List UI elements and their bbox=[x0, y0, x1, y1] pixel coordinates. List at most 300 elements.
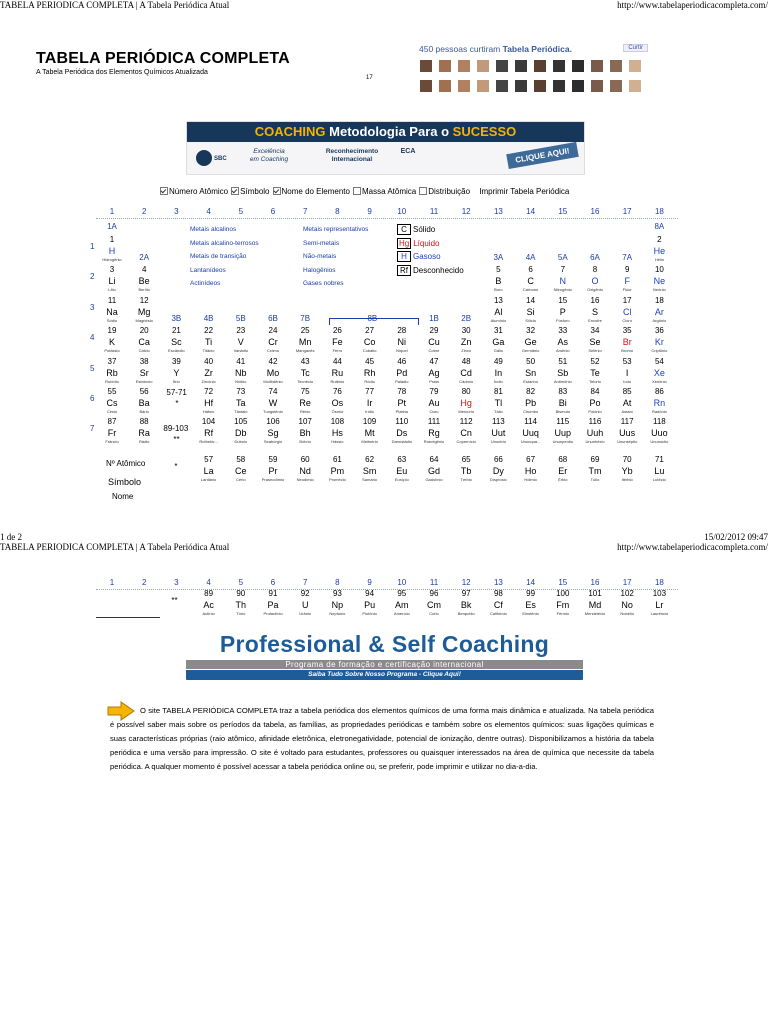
group-header: 10 bbox=[397, 207, 407, 216]
element-au[interactable] bbox=[418, 387, 450, 415]
facebook-fan-avatar[interactable] bbox=[610, 80, 622, 92]
facebook-fan-avatar[interactable] bbox=[477, 80, 489, 92]
facebook-fan-avatar[interactable] bbox=[591, 80, 603, 92]
professional-coaching-banner[interactable] bbox=[186, 628, 583, 680]
element-symbol: Uuh bbox=[586, 428, 604, 439]
element-name: Cério bbox=[236, 477, 246, 482]
element-name: Ródio bbox=[364, 378, 375, 384]
element-cs[interactable] bbox=[96, 387, 128, 415]
element-he[interactable] bbox=[643, 235, 675, 263]
element-lr[interactable] bbox=[643, 589, 675, 617]
element-at[interactable] bbox=[611, 387, 643, 415]
atomic-number: 17 bbox=[622, 295, 632, 305]
element-pr[interactable] bbox=[257, 455, 289, 483]
element-h[interactable] bbox=[96, 235, 128, 263]
atomic-number: 29 bbox=[429, 326, 439, 336]
element-te[interactable] bbox=[579, 357, 611, 385]
facebook-fan-avatar[interactable] bbox=[439, 80, 451, 92]
atomic-number: 19 bbox=[107, 326, 117, 336]
element-symbol: Rn bbox=[653, 398, 666, 408]
element-symbol: Uup bbox=[554, 428, 572, 439]
element-nb[interactable] bbox=[225, 357, 257, 385]
category-right-3[interactable]: Halogênios bbox=[303, 266, 336, 274]
element-symbol: Es bbox=[525, 600, 536, 610]
element-zn[interactable] bbox=[450, 326, 482, 354]
element-symbol: U bbox=[301, 600, 309, 610]
element-name: Vanádio bbox=[233, 348, 248, 354]
option-label: Símbolo bbox=[240, 187, 270, 196]
category-right-4[interactable]: Gases nobres bbox=[303, 280, 344, 288]
element-ca[interactable] bbox=[128, 326, 160, 354]
facebook-fan-avatar[interactable] bbox=[477, 60, 489, 72]
facebook-fan-avatar[interactable] bbox=[553, 80, 565, 92]
element-o[interactable] bbox=[579, 265, 611, 293]
element-ta[interactable] bbox=[225, 387, 257, 415]
element-symbol: Ag bbox=[428, 367, 440, 378]
group-header: 11 bbox=[429, 578, 439, 587]
element-name: Antimônio bbox=[553, 378, 572, 384]
option-0[interactable] bbox=[160, 187, 228, 196]
banner-item-recognition: Reconhecimento Internacional bbox=[325, 148, 379, 163]
atomic-number: 33 bbox=[558, 326, 568, 336]
element-name: Ununtrio bbox=[490, 439, 506, 445]
atomic-number: 30 bbox=[461, 326, 471, 336]
element-y[interactable] bbox=[160, 357, 192, 385]
element-name: Platina bbox=[395, 409, 408, 414]
element-re[interactable] bbox=[289, 387, 321, 415]
element-symbol: Cf bbox=[493, 600, 503, 610]
element-dy[interactable] bbox=[482, 455, 514, 483]
element-am[interactable] bbox=[386, 589, 418, 617]
facebook-like-button[interactable]: Curtir bbox=[623, 44, 648, 52]
element-ne[interactable] bbox=[643, 265, 675, 293]
element-tl[interactable] bbox=[482, 387, 514, 415]
atomic-number: 1 bbox=[109, 235, 115, 244]
facebook-fan-avatar[interactable] bbox=[496, 60, 508, 72]
element-symbol: Ho bbox=[524, 466, 537, 476]
facebook-fan-avatar[interactable] bbox=[534, 80, 546, 92]
atomic-number: 4 bbox=[141, 265, 147, 275]
element-sg[interactable] bbox=[257, 417, 289, 445]
group-header: 8 bbox=[335, 207, 340, 216]
group-header: 13 bbox=[493, 207, 503, 216]
element-symbol: I bbox=[625, 367, 629, 378]
facebook-fan-avatar[interactable] bbox=[591, 60, 603, 72]
element-pd[interactable] bbox=[386, 357, 418, 385]
atomic-number: 105 bbox=[234, 417, 248, 427]
element-w[interactable] bbox=[257, 387, 289, 415]
element-symbol: Kr bbox=[654, 337, 664, 348]
element-na[interactable] bbox=[96, 296, 128, 324]
element-ti[interactable] bbox=[193, 326, 225, 354]
element-bh[interactable] bbox=[289, 417, 321, 445]
group-header: 10 bbox=[397, 578, 407, 587]
category-1[interactable]: Metais alcalino-terrosos bbox=[190, 239, 259, 247]
print-footer-page-count: 1 de 2 bbox=[0, 532, 22, 542]
element-pm[interactable] bbox=[321, 455, 353, 483]
element-ce[interactable] bbox=[225, 455, 257, 483]
element-lu[interactable] bbox=[643, 455, 675, 483]
element-name: Enxofre bbox=[588, 317, 602, 323]
atomic-number: 20 bbox=[139, 326, 149, 336]
option-checkbox[interactable] bbox=[160, 187, 168, 195]
facebook-fan-avatar[interactable] bbox=[572, 80, 584, 92]
element-rh[interactable] bbox=[354, 357, 386, 385]
category-2[interactable]: Metais de transição bbox=[190, 253, 247, 261]
element-ho[interactable] bbox=[515, 455, 547, 483]
element-v[interactable] bbox=[225, 326, 257, 354]
category-3[interactable]: Lantanídeos bbox=[190, 266, 226, 274]
element-ge[interactable] bbox=[515, 326, 547, 354]
element-p[interactable] bbox=[547, 296, 579, 324]
element-os[interactable] bbox=[321, 387, 353, 415]
option-3[interactable] bbox=[353, 187, 416, 196]
atomic-number: 66 bbox=[493, 455, 503, 464]
atomic-number: 59 bbox=[268, 455, 278, 464]
atomic-number: 104 bbox=[201, 417, 216, 427]
period-label: 5 bbox=[90, 363, 95, 373]
category-right-0[interactable]: Metais representativos bbox=[303, 226, 369, 233]
element-co[interactable] bbox=[354, 326, 386, 354]
element-symbol: Cs bbox=[106, 398, 118, 408]
lanthanide-star: * bbox=[175, 399, 179, 408]
element-tm[interactable] bbox=[579, 455, 611, 483]
element-rb[interactable] bbox=[96, 357, 128, 385]
element-bi[interactable] bbox=[547, 387, 579, 415]
element-eu[interactable] bbox=[386, 455, 418, 483]
facebook-fan-avatar[interactable] bbox=[420, 60, 432, 72]
element-ag[interactable] bbox=[418, 357, 450, 385]
element-name: Háfnio bbox=[202, 409, 215, 414]
element-rf[interactable] bbox=[193, 417, 225, 445]
element-nd[interactable] bbox=[289, 455, 321, 483]
facebook-fan-avatar[interactable] bbox=[458, 80, 470, 92]
element-cm[interactable] bbox=[418, 589, 450, 617]
atomic-number: 103 bbox=[652, 589, 667, 598]
display-options bbox=[160, 187, 569, 196]
facebook-fan-avatar[interactable] bbox=[439, 60, 451, 72]
element-pu[interactable] bbox=[354, 589, 386, 617]
element-pa[interactable] bbox=[257, 589, 289, 617]
element-name: Nobélio bbox=[620, 611, 634, 616]
banner-cta[interactable]: CLIQUE AQUI! bbox=[506, 142, 578, 169]
element-i[interactable] bbox=[611, 357, 643, 385]
element-th[interactable] bbox=[225, 589, 257, 617]
facebook-fan-avatar[interactable] bbox=[420, 80, 432, 92]
element-name: Chumbo bbox=[523, 409, 539, 414]
element-fm[interactable] bbox=[547, 589, 579, 617]
group-header: 16 bbox=[590, 578, 600, 587]
option-label: Número Atômico bbox=[169, 187, 229, 196]
option-checkbox[interactable] bbox=[273, 187, 281, 195]
element-cu[interactable] bbox=[418, 326, 450, 354]
element-yb[interactable] bbox=[611, 455, 643, 483]
element-uup[interactable] bbox=[547, 417, 579, 445]
option-checkbox[interactable] bbox=[419, 187, 427, 195]
element-db[interactable] bbox=[225, 417, 257, 445]
atomic-number: 37 bbox=[107, 356, 117, 366]
element-symbol: Y bbox=[173, 367, 180, 378]
atomic-number: 58 bbox=[236, 455, 246, 464]
element-b[interactable] bbox=[482, 265, 514, 293]
element-xe[interactable] bbox=[643, 357, 675, 385]
facebook-fan-avatar[interactable] bbox=[572, 60, 584, 72]
group-header: 6 bbox=[270, 578, 276, 587]
element-pt[interactable] bbox=[386, 387, 418, 415]
atomic-number: 22 bbox=[204, 326, 214, 336]
element-as[interactable] bbox=[547, 326, 579, 354]
element-sn[interactable] bbox=[515, 357, 547, 385]
atomic-number: 101 bbox=[588, 589, 602, 598]
element-k[interactable] bbox=[96, 326, 128, 354]
element-pb[interactable] bbox=[515, 387, 547, 415]
element-cr[interactable] bbox=[257, 326, 289, 354]
element-sc[interactable] bbox=[160, 326, 192, 354]
print-header-url[interactable]: http://www.tabelaperiodicacompleta.com/ bbox=[617, 542, 768, 552]
atomic-number: 31 bbox=[493, 326, 503, 336]
element-u[interactable] bbox=[289, 589, 321, 617]
element-symbol: Sc bbox=[171, 337, 182, 348]
atomic-number: 12 bbox=[139, 295, 149, 305]
element-symbol: Ac bbox=[203, 600, 214, 610]
print-header-title: TABELA PERIODICA COMPLETA | A Tabela Periódica Atual bbox=[0, 542, 230, 552]
site-title[interactable]: TABELA PERIÓDICA COMPLETA bbox=[36, 50, 290, 67]
element-no[interactable] bbox=[611, 589, 643, 617]
element-kr[interactable] bbox=[643, 326, 675, 354]
atomic-number: 112 bbox=[459, 417, 473, 427]
element-n[interactable] bbox=[547, 265, 579, 293]
element-name: Rênio bbox=[299, 409, 311, 414]
element-hs[interactable] bbox=[321, 417, 353, 445]
element-c[interactable] bbox=[515, 265, 547, 293]
atomic-number: 89 bbox=[204, 589, 214, 598]
element-name: Lantânio bbox=[200, 477, 217, 482]
element-uut[interactable] bbox=[482, 417, 514, 445]
group-header: 14 bbox=[526, 578, 536, 587]
element-fe[interactable] bbox=[321, 326, 353, 354]
atomic-number: 94 bbox=[365, 589, 375, 598]
period-label: 7 bbox=[90, 424, 95, 434]
facebook-fan-avatar[interactable] bbox=[515, 80, 527, 92]
group-header: 5 bbox=[238, 578, 244, 587]
atomic-number: 107 bbox=[298, 417, 312, 427]
coaching-ad-banner[interactable] bbox=[186, 121, 585, 175]
element-symbol: O bbox=[591, 276, 599, 287]
atomic-number: 15 bbox=[558, 295, 568, 305]
facebook-fan-avatar[interactable] bbox=[534, 60, 546, 72]
element-gd[interactable] bbox=[418, 455, 450, 483]
element-po[interactable] bbox=[579, 387, 611, 415]
element-tb[interactable] bbox=[450, 455, 482, 483]
element-name: Hássio bbox=[331, 439, 344, 445]
key-name: Nome bbox=[112, 492, 134, 501]
facebook-fan-avatar[interactable] bbox=[553, 60, 565, 72]
subgroup-8B: 8B bbox=[367, 314, 378, 323]
element-hf[interactable] bbox=[193, 387, 225, 415]
element-md[interactable] bbox=[579, 589, 611, 617]
element-ra[interactable] bbox=[128, 417, 160, 445]
element-symbol: Pd bbox=[396, 367, 408, 378]
element-symbol: Pr bbox=[268, 466, 278, 476]
element-be[interactable] bbox=[128, 265, 160, 293]
element-cn[interactable] bbox=[450, 417, 482, 445]
element-mt[interactable] bbox=[354, 417, 386, 445]
facebook-fan-avatar[interactable] bbox=[610, 60, 622, 72]
element-name: Tálio bbox=[494, 409, 503, 414]
element-name: Hólmio bbox=[524, 477, 537, 482]
option-1[interactable] bbox=[231, 187, 269, 196]
element-hg[interactable] bbox=[450, 387, 482, 415]
element-bk[interactable] bbox=[450, 589, 482, 617]
element-name: Urânio bbox=[299, 611, 312, 616]
element-name: Ununséptio bbox=[617, 439, 638, 445]
state-box: Rf bbox=[397, 265, 411, 276]
element-symbol: Ba bbox=[138, 398, 150, 408]
atomic-number: 28 bbox=[397, 326, 407, 336]
banner2-cta[interactable]: Saiba Tudo Sobre Nosso Programa - Clique Aqui! bbox=[186, 670, 583, 680]
element-si[interactable] bbox=[515, 296, 547, 324]
subgroup-2A: 2A bbox=[139, 253, 150, 262]
category-right-1[interactable]: Semi-metais bbox=[303, 239, 340, 247]
element-name: Germânio bbox=[521, 348, 540, 354]
element-symbol: Na bbox=[106, 306, 118, 317]
element-al[interactable] bbox=[482, 296, 514, 324]
option-4[interactable] bbox=[419, 187, 470, 196]
element-cl[interactable] bbox=[611, 296, 643, 324]
element-symbol: Nb bbox=[235, 367, 247, 378]
facebook-fan-avatar[interactable] bbox=[496, 80, 508, 92]
element-name: Prata bbox=[429, 378, 439, 384]
element-li[interactable] bbox=[96, 265, 128, 293]
element-name: Itérbio bbox=[621, 477, 633, 482]
element-ds[interactable] bbox=[386, 417, 418, 445]
atomic-number: 87 bbox=[107, 417, 117, 427]
element-symbol: Pt bbox=[397, 398, 407, 408]
element-la[interactable] bbox=[193, 455, 225, 483]
element-symbol: Sb bbox=[557, 367, 569, 378]
atomic-number: 53 bbox=[622, 356, 632, 366]
element-name: Bário bbox=[139, 409, 149, 414]
element-mg[interactable] bbox=[128, 296, 160, 324]
banner-item-excellence: Excelência em Coaching bbox=[249, 148, 289, 163]
atomic-number: 73 bbox=[236, 387, 246, 396]
element-f[interactable] bbox=[611, 265, 643, 293]
element-symbol: Uus bbox=[619, 428, 636, 439]
element-np[interactable] bbox=[321, 589, 353, 617]
group-header: 7 bbox=[302, 207, 308, 216]
group-header: 6 bbox=[270, 207, 276, 216]
element-ba[interactable] bbox=[128, 387, 160, 415]
category-right-2[interactable]: Não-metais bbox=[303, 253, 337, 261]
element-symbol: Er bbox=[558, 466, 568, 476]
category-4[interactable]: Actinídeos bbox=[190, 280, 221, 288]
element-ac[interactable] bbox=[193, 589, 225, 617]
element-tc[interactable] bbox=[289, 357, 321, 385]
element-sm[interactable] bbox=[354, 455, 386, 483]
atomic-number: 6 bbox=[528, 265, 533, 275]
element-sb[interactable] bbox=[547, 357, 579, 385]
element-symbol: Gd bbox=[427, 466, 440, 476]
facebook-fan-avatar[interactable] bbox=[629, 80, 641, 92]
element-name: Índio bbox=[494, 378, 503, 384]
subgroup-4A: 4A bbox=[525, 253, 536, 262]
atomic-number: 67 bbox=[526, 455, 536, 464]
option-2[interactable] bbox=[273, 187, 350, 196]
element-ar[interactable] bbox=[643, 296, 675, 324]
element-rn[interactable] bbox=[643, 387, 675, 415]
group-header: 17 bbox=[622, 578, 632, 587]
element-name: Estrôncio bbox=[135, 378, 153, 384]
element-uuh[interactable] bbox=[579, 417, 611, 445]
svg-text:SBC: SBC bbox=[214, 156, 227, 162]
atomic-number: 71 bbox=[654, 455, 664, 464]
option-checkbox[interactable] bbox=[353, 187, 361, 195]
facebook-fan-avatar[interactable] bbox=[458, 60, 470, 72]
group-header: 2 bbox=[141, 207, 147, 216]
element-sr[interactable] bbox=[128, 357, 160, 385]
facebook-page-link[interactable]: Tabela Periódica. bbox=[502, 44, 572, 54]
element-name: Plutônio bbox=[362, 611, 377, 616]
element-symbol: Ge bbox=[524, 337, 537, 348]
subgroup-8B-bracket bbox=[329, 318, 419, 325]
element-name: Frâncio bbox=[105, 439, 119, 445]
banner2-title: Professional & Self Coaching bbox=[219, 631, 550, 657]
element-fr[interactable] bbox=[96, 417, 128, 445]
element-symbol: Pa bbox=[267, 600, 279, 610]
atomic-number: 95 bbox=[397, 589, 407, 598]
atomic-number: 34 bbox=[590, 326, 600, 336]
element-zr[interactable] bbox=[193, 357, 225, 385]
element-in[interactable] bbox=[482, 357, 514, 385]
period-label: 1 bbox=[90, 242, 95, 251]
atomic-number: 91 bbox=[268, 589, 278, 598]
option-checkbox[interactable] bbox=[231, 187, 239, 195]
element-mo[interactable] bbox=[257, 357, 289, 385]
facebook-fan-avatar[interactable] bbox=[629, 60, 641, 72]
element-er[interactable] bbox=[547, 455, 579, 483]
atomic-number: 47 bbox=[429, 356, 439, 366]
element-es[interactable] bbox=[515, 589, 547, 617]
atomic-number: 36 bbox=[654, 326, 664, 336]
element-cf[interactable] bbox=[482, 589, 514, 617]
atomic-number: 113 bbox=[492, 417, 505, 427]
element-uuq[interactable] bbox=[515, 417, 547, 445]
element-mn[interactable] bbox=[289, 326, 321, 354]
element-se[interactable] bbox=[579, 326, 611, 354]
state-box: C bbox=[397, 224, 411, 235]
element-s[interactable] bbox=[579, 296, 611, 324]
element-br[interactable] bbox=[611, 326, 643, 354]
element-symbol: Ir bbox=[366, 398, 373, 408]
element-uuo[interactable] bbox=[643, 417, 675, 445]
facebook-fan-avatar[interactable] bbox=[515, 60, 527, 72]
category-0[interactable]: Metais alcalinos bbox=[190, 226, 237, 233]
element-ni[interactable] bbox=[386, 326, 418, 354]
print-table-link[interactable]: Imprimir Tabela Periódica bbox=[479, 187, 570, 196]
element-ga[interactable] bbox=[482, 326, 514, 354]
element-ru[interactable] bbox=[321, 357, 353, 385]
element-uus[interactable] bbox=[611, 417, 643, 445]
element-rg[interactable] bbox=[418, 417, 450, 445]
element-name: Dúbnio bbox=[234, 439, 248, 445]
atomic-number: 21 bbox=[171, 326, 181, 336]
element-symbol: Np bbox=[331, 600, 344, 610]
print-header-url[interactable]: http://www.tabelaperiodicacompleta.com/ bbox=[617, 0, 768, 10]
element-ir[interactable] bbox=[354, 387, 386, 415]
element-cd[interactable] bbox=[450, 357, 482, 385]
atomic-number: 88 bbox=[139, 417, 149, 427]
element-name: Amerício bbox=[393, 611, 410, 616]
